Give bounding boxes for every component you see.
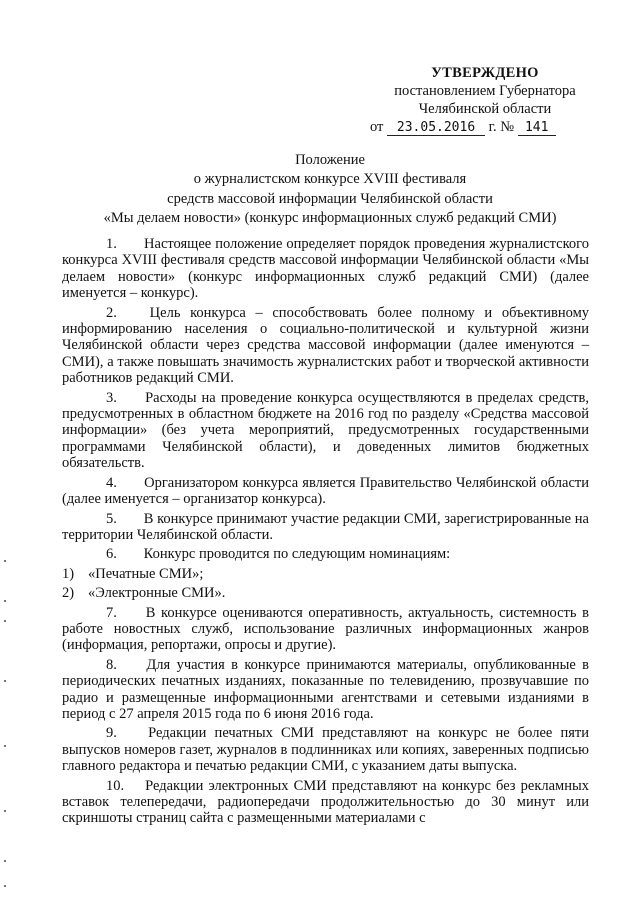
- approval-line-2: Челябинской области: [418, 101, 552, 117]
- paragraph-4: [62, 475, 589, 508]
- subitem-number: 2): [62, 585, 75, 602]
- paragraph-9: [62, 725, 589, 774]
- subitem-1: [62, 566, 589, 582]
- paragraph-5: [62, 511, 589, 544]
- document-heading: [60, 151, 600, 228]
- paragraph-text: В конкурсе оцениваются оперативность, актуальность, системность в работе новостных служб, использование различных информационных жанров (информация, репортажи, опросы и другие).: [62, 604, 590, 654]
- paragraph-1: [62, 236, 589, 302]
- subitem-text: «Электронные СМИ».: [88, 585, 226, 602]
- paragraph-3: [62, 390, 589, 472]
- heading-line-3: средств массовой информации Челябинской области: [167, 190, 493, 207]
- paragraph-7: [62, 605, 589, 654]
- paragraph-8: [62, 657, 589, 723]
- approval-line-1: постановлением Губернатора: [394, 83, 576, 99]
- heading-line-4: «Мы делаем новости» (конкурс информационных служб редакций СМИ): [103, 209, 557, 226]
- paragraph-2: [62, 305, 589, 387]
- paragraph-number: 1.: [106, 236, 117, 252]
- paragraph-number: 8.: [106, 656, 117, 673]
- paragraph-text: В конкурсе принимают участие редакции СМИ, зарегистрированные на территории Челябинской области.: [62, 510, 589, 543]
- paragraph-text: Настоящее положение определяет порядок проведения журналистского конкурса XVIII фестиваля средств массовой информации Челябинской области «Мы делаем новости» (конкурс информационных служб редакций СМИ) (далее именуется – конкурс).: [62, 236, 589, 302]
- approval-date-line: [360, 118, 610, 136]
- date-suffix: г. №: [488, 119, 515, 135]
- heading-line-1: Положение: [295, 152, 365, 168]
- paragraph-number: 4.: [106, 474, 117, 491]
- paragraph-number: 5.: [106, 510, 117, 527]
- approval-title: УТВЕРЖДЕНО: [431, 65, 539, 81]
- approval-date: 23.05.2016: [387, 120, 485, 136]
- subitem-number: 1): [62, 565, 75, 582]
- paragraph-6: [62, 546, 589, 562]
- paragraph-10: [62, 778, 589, 827]
- heading-line-2: о журналистском конкурсе XVIII фестиваля: [193, 171, 467, 188]
- scan-margin-marks: [4, 560, 6, 900]
- paragraph-number: 10.: [106, 777, 125, 794]
- approval-number: 141: [518, 120, 556, 136]
- paragraph-number: 7.: [106, 604, 117, 621]
- paragraph-text: Организатором конкурса является Правительство Челябинской области (далее именуется – организатор конкурса).: [62, 474, 589, 508]
- paragraph-text: Конкурс проводится по следующим номинациям:: [143, 546, 451, 563]
- paragraph-number: 3.: [106, 389, 117, 406]
- paragraph-text: Редакции печатных СМИ представляют на конкурс не более пяти выпусков номеров газет, журналов в подлинниках или копиях, заверенных подписью главного редактора и печатью редакции СМИ, с указанием даты выпуска.: [62, 725, 589, 775]
- paragraph-text: Редакции электронных СМИ представляют на конкурс без рекламных вставок телепередачи, радиопередачи продолжительностью до 30 минут или скриншоты страниц сайта с размещенными материалами с: [62, 777, 589, 827]
- date-prefix: от: [370, 119, 384, 135]
- paragraph-text: Цель конкурса – способствовать более полному и объективному информированию населения о социально-политической и культурной жизни Челябинской области через средства массовой информации (далее именуются – СМИ), а также повышать значимость журналистских работ и творческой активности работников редакций СМИ.: [62, 304, 589, 387]
- paragraph-text: Для участия в конкурсе принимаются материалы, опубликованные в периодических печатных изданиях, показанные по телевидению, прозвучавшие по радио и размещенные информационными агентствами и сетевыми изданиями в период с 27 апреля 2015 года по 6 июня 2016 года.: [62, 656, 590, 722]
- document-body: [62, 236, 589, 830]
- subitem-2: [62, 585, 589, 601]
- subitem-text: «Печатные СМИ»;: [88, 565, 204, 582]
- approval-block: [360, 64, 610, 136]
- paragraph-number: 9.: [106, 725, 117, 742]
- paragraph-number: 2.: [106, 304, 117, 321]
- paragraph-number: 6.: [106, 546, 117, 563]
- paragraph-text: Расходы на проведение конкурса осуществляются в пределах средств, предусмотренных в областном бюджете на 2016 год по разделу «Средства массовой информации» (без учета мероприятий, предусмотренных государственными программами Челябинской области), и доведенных лимитов бюджетных обязательств.: [62, 389, 589, 472]
